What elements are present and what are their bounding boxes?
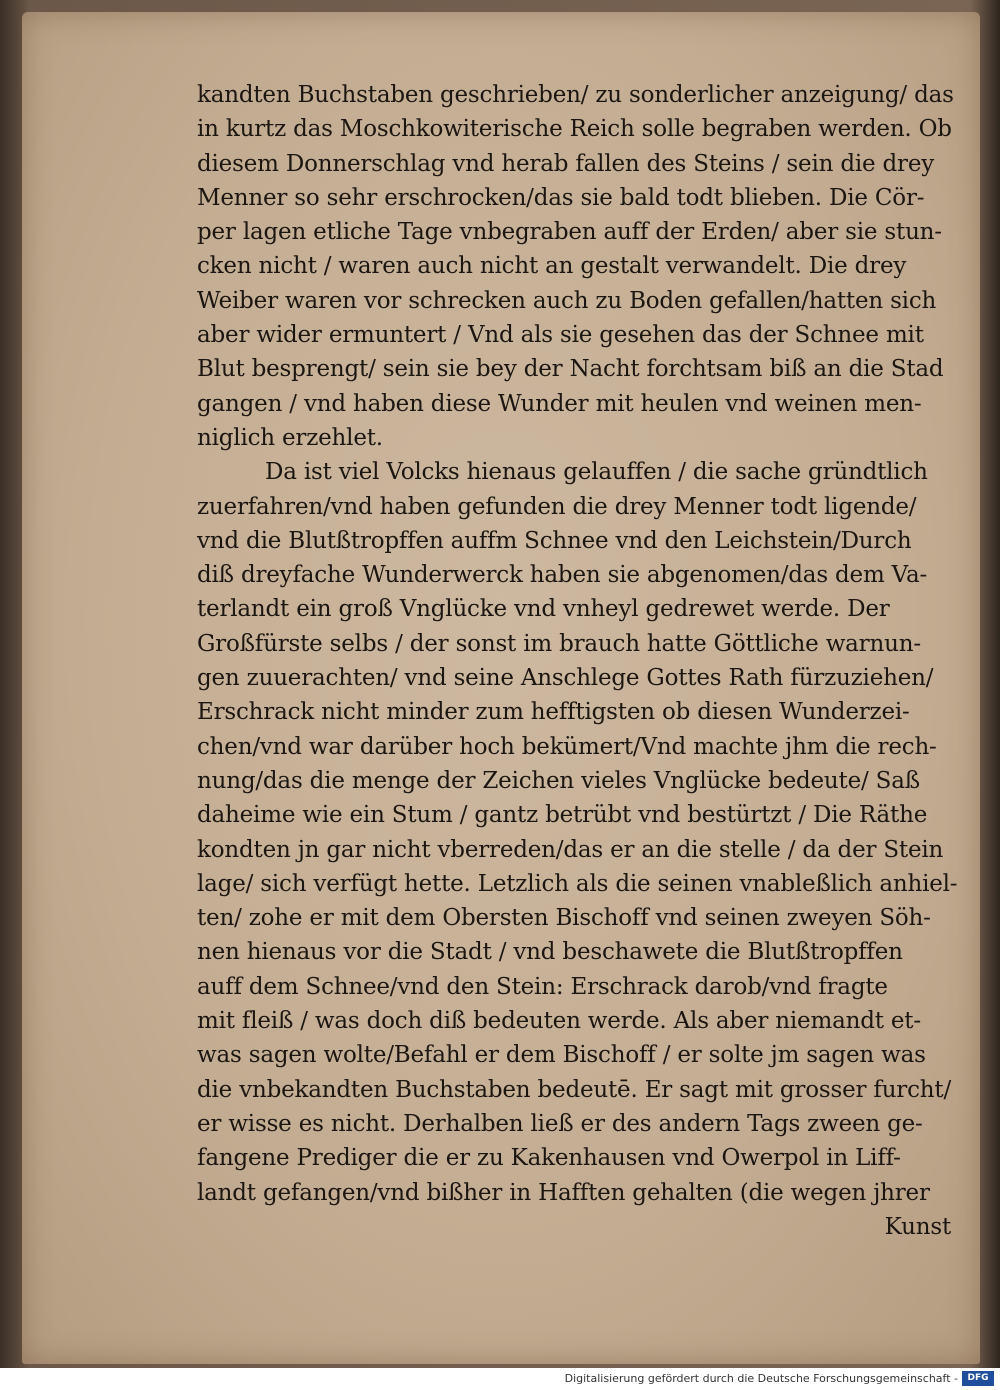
text-line: gen zuuerachten/ vnd seine Anschlege Gottes Rath fürzuziehen/: [197, 665, 934, 692]
text-line: niglich erzehlet.: [197, 424, 383, 451]
text-line: fangene Prediger die er zu Kakenhausen vnd Owerpol in Liff-: [197, 1145, 901, 1172]
book-page: [22, 12, 980, 1364]
text-line: in kurtz das Moschkowiterische Reich solle begraben werden. Ob: [197, 116, 952, 143]
text-line: gangen / vnd haben diese Wunder mit heulen vnd weinen men-: [197, 390, 922, 417]
text-line: terlandt ein groß Vnglücke vnd vnheyl gedrewet werde. Der: [197, 596, 890, 623]
text-line: mit fleiß / was doch diß bedeuten werde. Als aber niemandt et-: [197, 1008, 921, 1035]
text-line: kondten jn gar nicht vberreden/das er an die stelle / da der Stein: [197, 836, 944, 863]
funding-credit: Digitalisierung gefördert durch die Deutsche Forschungsgemeinschaft -: [564, 1372, 958, 1385]
text-line: Menner so sehr erschrocken/das sie bald todt blieben. Die Cör-: [197, 184, 925, 211]
text-line: diß dreyfache Wunderwerck haben sie abgenomen/das dem Va-: [197, 562, 928, 589]
text-line: cken nicht / waren auch nicht an gestalt verwandelt. Die drey: [197, 253, 907, 280]
text-line: kandten Buchstaben geschrieben/ zu sonderlicher anzeigung/ das: [197, 82, 954, 108]
text-line: zuerfahren/vnd haben gefunden die drey Menner todt ligende/: [197, 493, 917, 520]
text-line: vnd die Blutßtropffen auffm Schnee vnd den Leichstein/Durch: [197, 527, 912, 554]
text-line: per lagen etliche Tage vnbegraben auff der Erden/ aber sie stun-: [197, 219, 942, 246]
text-line: lage/ sich verfügt hette. Letzlich als die seinen vnableßlich anhiel-: [197, 870, 958, 897]
text-line: die vnbekandten Buchstaben bedeutē. Er sagt mit grosser furcht/: [197, 1076, 951, 1103]
text-line: daheime wie ein Stum / gantz betrübt vnd bestürtzt / Die Räthe: [197, 802, 928, 829]
text-line: auff dem Schnee/vnd den Stein: Erschrack darob/vnd fragte: [197, 973, 888, 1000]
footer-bar: [0, 1368, 1000, 1390]
text-line: was sagen wolte/Befahl er dem Bischoff / er solte jm sagen was: [197, 1042, 926, 1069]
text-line: er wisse es nicht. Derhalben ließ er des andern Tags zween ge-: [197, 1110, 923, 1137]
text-line: landt gefangen/vnd bißher in Hafften gehalten (die wegen jhrer: [197, 1179, 930, 1206]
text-line: Großfürste selbs / der sonst im brauch hatte Göttliche warnun-: [197, 630, 921, 657]
text-line: Erschrack nicht minder zum hefftigsten ob diesen Wunderzei-: [197, 699, 910, 726]
dfg-logo-icon: DFG: [962, 1371, 994, 1386]
text-line: diesem Donnerschlag vnd herab fallen des Steins / sein die drey: [197, 150, 935, 177]
text-block: [197, 78, 987, 1244]
text-line: Blut besprengt/ sein sie bey der Nacht forchtsam biß an die Stad: [197, 356, 944, 383]
text-line: nen hienaus vor die Stadt / vnd beschawete die Blutßtropffen: [197, 939, 903, 966]
text-line: Weiber waren vor schrecken auch zu Boden gefallen/hatten sich: [197, 287, 937, 314]
paragraph-start-line: Da ist viel Volcks hienaus gelauffen / die sache gründtlich: [265, 459, 928, 486]
text-line: ten/ zohe er mit dem Obersten Bischoff vnd seinen zweyen Söh-: [197, 905, 931, 932]
text-line: chen/vnd war darüber hoch bekümert/Vnd machte jhm die rech-: [197, 733, 937, 760]
catchword: Kunst: [884, 1213, 951, 1240]
text-line: nung/das die menge der Zeichen vieles Vnglücke bedeute/ Saß: [197, 767, 920, 794]
text-line: aber wider ermuntert / Vnd als sie gesehen das der Schnee mit: [197, 322, 924, 349]
